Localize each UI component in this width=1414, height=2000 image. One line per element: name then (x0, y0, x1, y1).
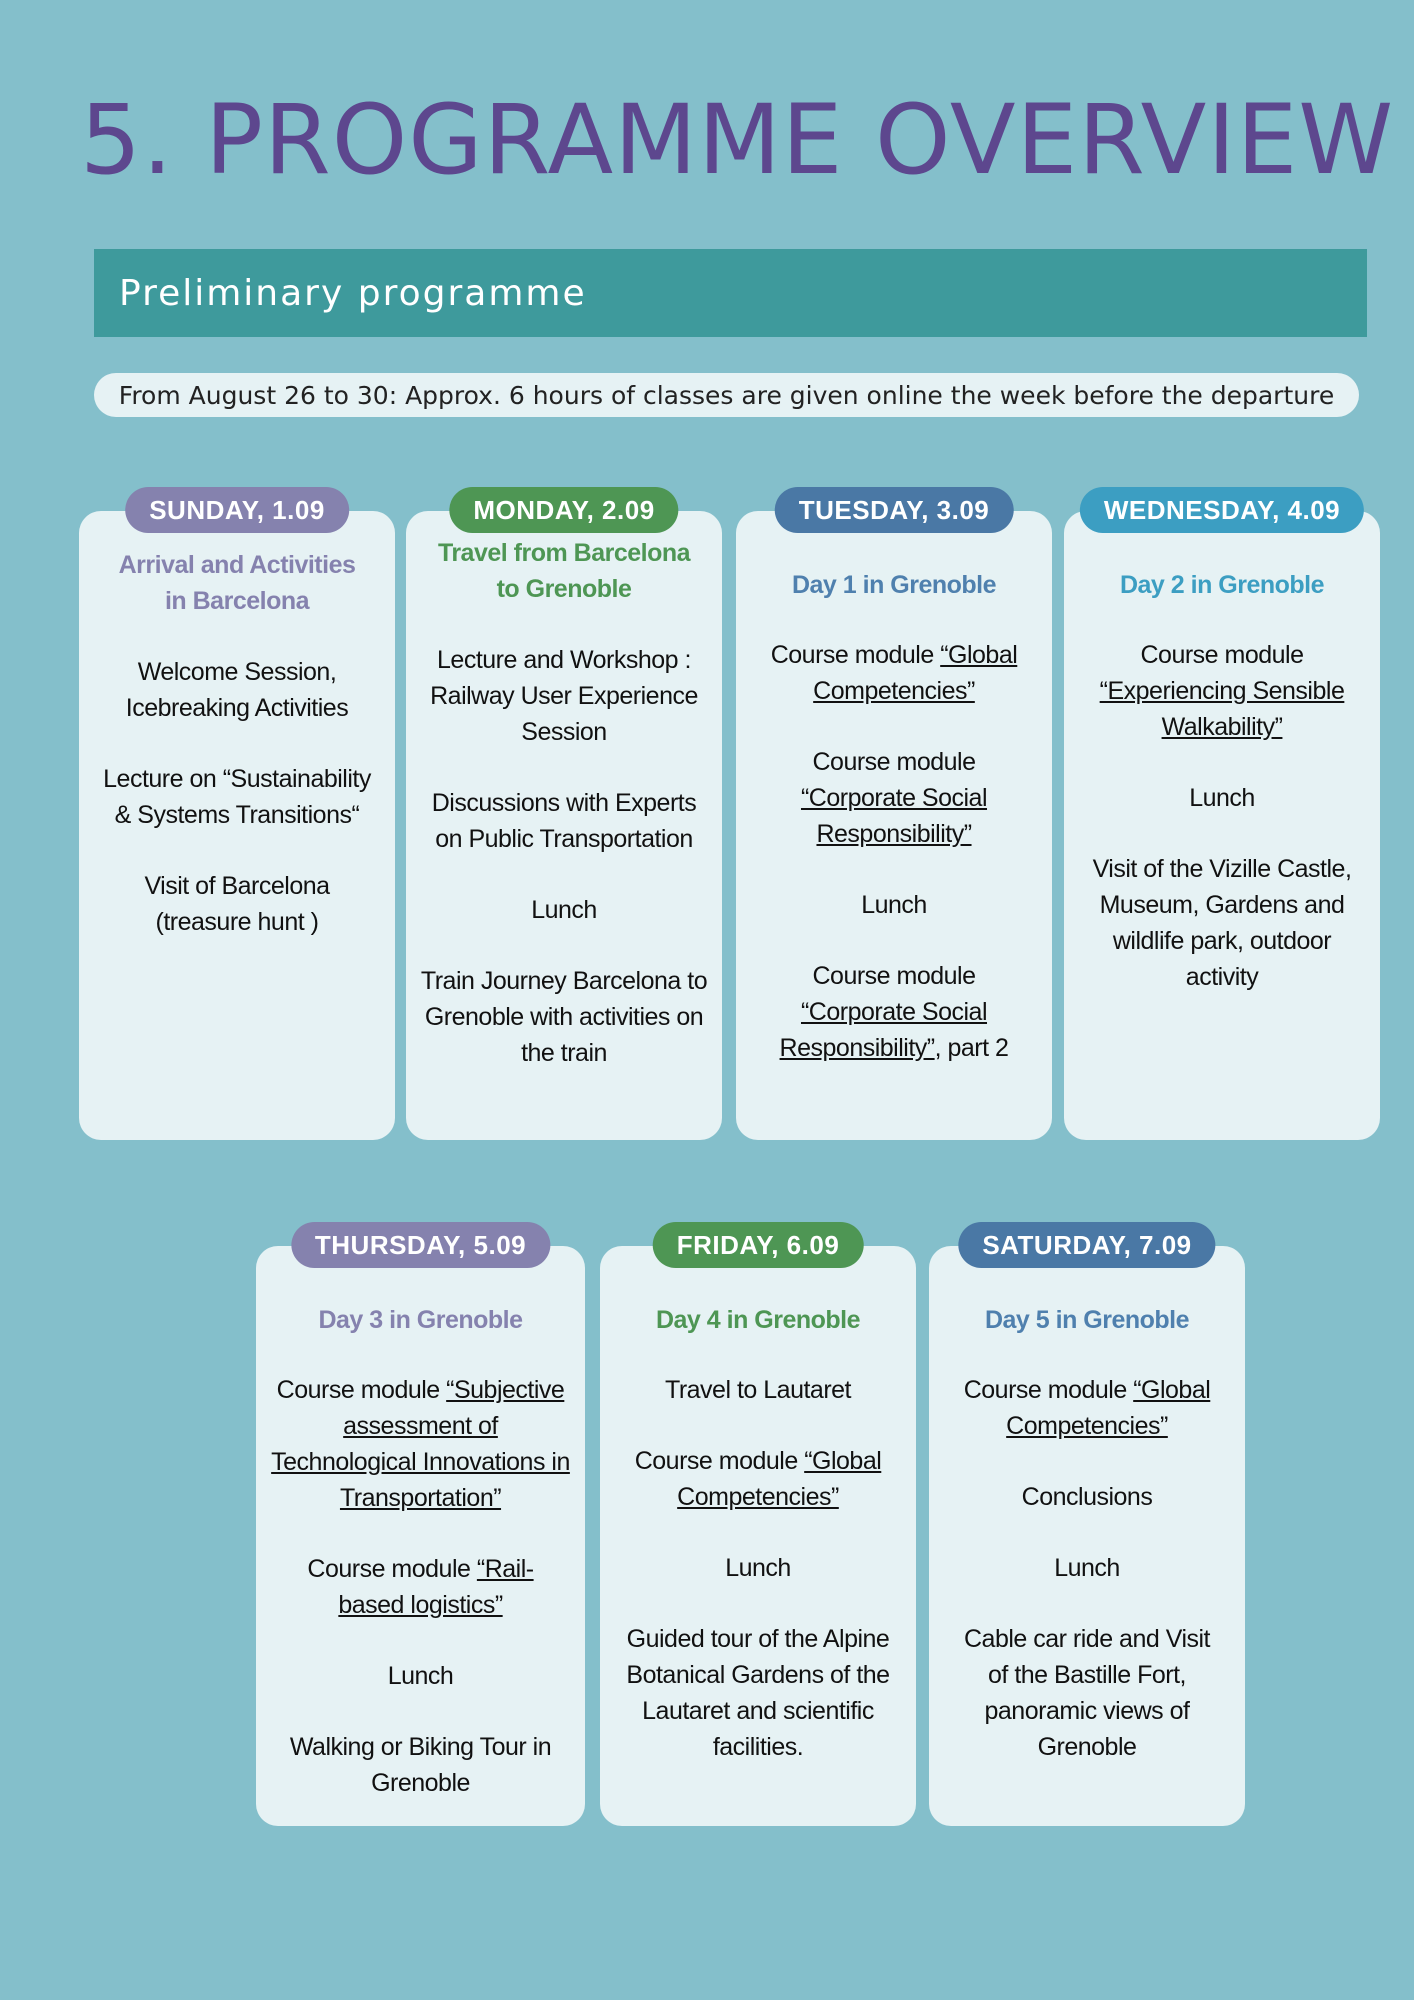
course-module-link: “Global Competencies” (1006, 1376, 1211, 1440)
day-label: TUESDAY, 3.09 (775, 487, 1014, 533)
day-card-monday (406, 494, 722, 1140)
course-module-link: “Rail-based logistics” (338, 1555, 534, 1619)
day-label: MONDAY, 2.09 (449, 487, 678, 533)
activity-item: Course module “Corporate Social Responsibility”, part 2 (779, 962, 1009, 1062)
activity-item: Course module “Global Competencies” (770, 641, 1018, 705)
activity-item: Lunch (387, 1662, 454, 1690)
online-classes-note: From August 26 to 30: Approx. 6 hours of classes are given online the week before the departure (94, 373, 1359, 417)
activity-item: Travel to Lautaret (664, 1376, 851, 1404)
activity-item: Lunch (1189, 784, 1255, 812)
day-card-sunday (79, 494, 395, 1140)
activity-item: Lecture and Workshop : Railway User Experience Session (430, 646, 698, 746)
day-heading: Travel from Barcelona to Grenoble (437, 539, 691, 603)
activity-item: Lunch (531, 896, 597, 924)
activity-item: Lunch (1054, 1554, 1120, 1582)
course-module-link: “Corporate Social Responsibility” (779, 998, 988, 1062)
day-label: THURSDAY, 5.09 (291, 1222, 550, 1268)
day-label: WEDNESDAY, 4.09 (1080, 487, 1364, 533)
course-module-link: “Global Competencies” (677, 1447, 882, 1511)
activity-item: Welcome Session, Icebreaking Activities (125, 658, 349, 722)
activity-item: Cable car ride and Visit of the Bastille Fort, panoramic views of Grenoble (963, 1625, 1210, 1761)
course-module-link: “Global Competencies” (813, 641, 1018, 705)
activity-item: Train Journey Barcelona to Grenoble with activities on the train (420, 967, 708, 1067)
activity-item: Course module “Experiencing Sensible Walkability” (1099, 641, 1345, 741)
activity-item: Lunch (725, 1554, 791, 1582)
day-label: SATURDAY, 7.09 (958, 1222, 1215, 1268)
course-module-link: “Corporate Social Responsibility” (800, 784, 988, 848)
activity-item: Course module “Global Competencies” (634, 1447, 882, 1511)
day-card-saturday (929, 1229, 1245, 1826)
activity-item: Lecture on “Sustainability & Systems Transitions“ (103, 765, 371, 829)
day-card-thursday (256, 1229, 585, 1826)
activity-item: Course module “Corporate Social Responsibility” (800, 748, 988, 848)
day-card-friday (600, 1229, 916, 1826)
page-title: 5. PROGRAMME OVERVIEW (80, 84, 1395, 196)
day-label: SUNDAY, 1.09 (125, 487, 349, 533)
course-module-link: “Experiencing Sensible Walkability” (1099, 677, 1345, 741)
day-heading: Day 5 in Grenoble (984, 1306, 1190, 1334)
course-module-link: “Subjective assessment of Technological Innovations in Transportation” (271, 1376, 570, 1512)
activity-item: Guided tour of the Alpine Botanical Gardens of the Lautaret and scientific facilities. (626, 1625, 890, 1761)
activity-item: Course module “Rail-based logistics” (307, 1555, 534, 1619)
day-heading: Day 1 in Grenoble (791, 571, 997, 599)
day-card-tuesday (736, 494, 1052, 1140)
day-heading: Day 2 in Grenoble (1119, 571, 1325, 599)
day-heading: Arrival and Activities in Barcelona (118, 551, 356, 615)
day-heading: Day 3 in Grenoble (318, 1306, 523, 1334)
activity-item: Discussions with Experts on Public Transportation (431, 789, 697, 853)
activity-item: Course module “Global Competencies” (963, 1376, 1211, 1440)
activity-item: Visit of Barcelona (treasure hunt ) (144, 872, 330, 936)
section-banner: Preliminary programme (94, 249, 1367, 337)
activity-item: Visit of the Vizille Castle, Museum, Gardens and wildlife park, outdoor activity (1092, 855, 1352, 991)
activity-item: Walking or Biking Tour in Grenoble (289, 1733, 552, 1797)
activity-item: Lunch (861, 891, 927, 919)
day-card-wednesday (1064, 494, 1380, 1140)
activity-item: Conclusions (1021, 1483, 1153, 1511)
day-label: FRIDAY, 6.09 (653, 1222, 864, 1268)
day-heading: Day 4 in Grenoble (655, 1306, 861, 1334)
activity-item: Course module “Subjective assessment of Technological Innovations in Transportation” (271, 1376, 570, 1512)
